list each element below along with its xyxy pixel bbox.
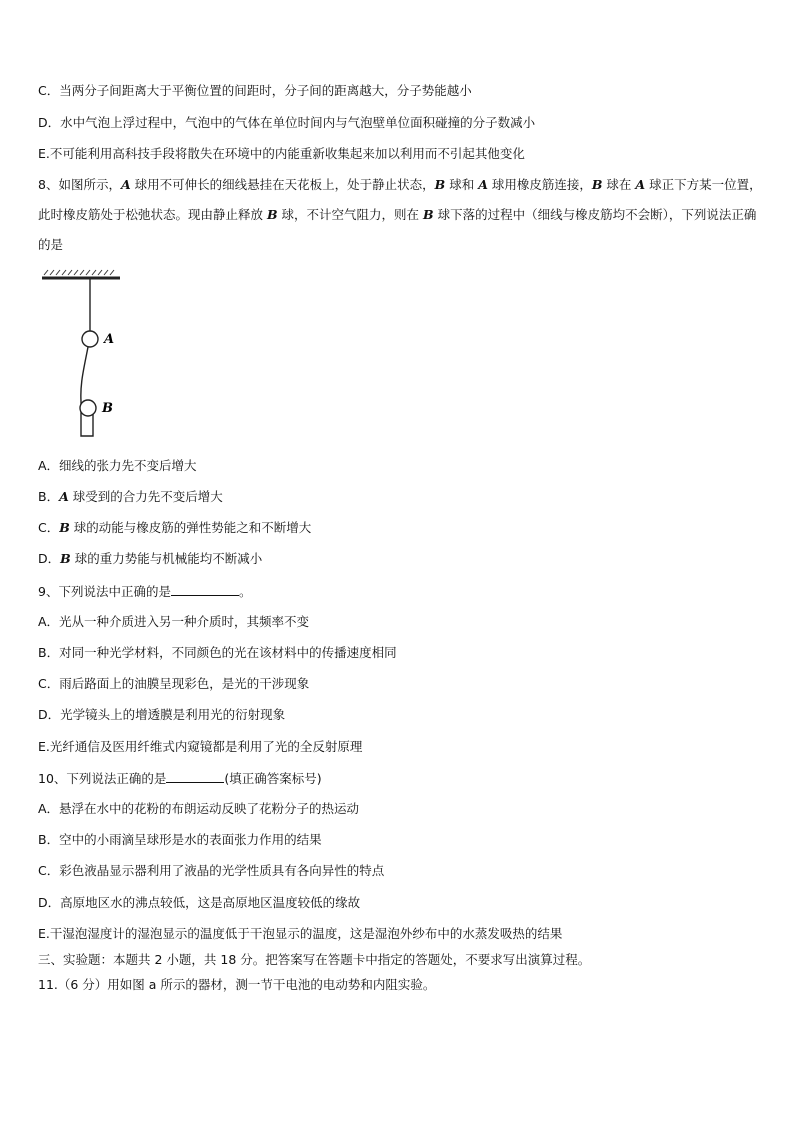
q8-option-a: A．细线的张力先不变后增大 [38,458,197,473]
q9-option-d: D．光学镜头上的增透膜是利用光的衍射现象 [38,707,286,722]
q9-option-e: E.光纤通信及医用纤维式内窥镜都是利用了光的全反射原理 [38,739,363,754]
figure-label-a: A [104,332,115,347]
q11-stem: 11.（6 分）用如图 a 所示的器材，测一节干电池的电动势和内阻实验。 [38,977,436,992]
answer-blank [166,770,224,783]
q8-option-b: B．A 球受到的合力先不变后增大 [38,489,223,504]
q8-option-d: D．B 球的重力势能与机械能均不断减小 [38,551,263,566]
q9-option-a: A．光从一种介质进入另一种介质时，其频率不变 [38,614,310,629]
pendulum-rubber-band-figure [38,268,138,448]
figure-label-b: B [102,401,113,416]
q9-option-c: C．雨后路面上的油膜呈现彩色，是光的干涉现象 [38,676,310,691]
q10-option-a: A．悬浮在水中的花粉的布朗运动反映了花粉分子的热运动 [38,801,360,816]
answer-blank [171,583,239,596]
q7-option-e: E.不可能利用高科技手段将散失在环境中的内能重新收集起来加以利用而不引起其他变化 [38,146,525,161]
section-3-heading: 三、实验题：本题共 2 小题，共 18 分。把答案写在答题卡中指定的答题处，不要求写出演算过程。 [38,952,591,967]
ceiling [42,270,120,278]
q10-option-c: C．彩色液晶显示器利用了液晶的光学性质具有各向异性的特点 [38,863,385,878]
ball-a [82,331,98,347]
q10-option-b: B．空中的小雨滴呈球形是水的表面张力作用的结果 [38,832,322,847]
q9-option-b: B．对同一种光学材料，不同颜色的光在该材料中的传播速度相同 [38,645,397,660]
ball-b [80,400,96,416]
q7-option-d: D．水中气泡上浮过程中，气泡中的气体在单位时间内与气泡壁单位面积碰撞的分子数减小 [38,115,536,130]
q8-stem: 8、如图所示，A 球用不可伸长的细线悬挂在天花板上，处于静止状态，B 球和 A 球用橡皮筋连接，B 球在 A 球正下方某一位置，此时橡皮筋处于松弛状态。现由静止释放 B 球，不计空气阻力，则在 B 球下落的过程中（细线与橡皮筋均不会断），下列说法正确的是 [38,177,762,252]
q8-option-c: C．B 球的动能与橡皮筋的弹性势能之和不断增大 [38,520,312,535]
q7-option-c: C．当两分子间距离大于平衡位置的间距时，分子间的距离越大，分子势能越小 [38,83,472,98]
q10-option-e: E.干湿泡湿度计的湿泡显示的温度低于干泡显示的温度，这是湿泡外纱布中的水蒸发吸热的结果 [38,926,563,941]
q10-option-d: D．高原地区水的沸点较低，这是高原地区温度较低的缘故 [38,895,361,910]
q9-stem: 9、下列说法中正确的是 。 [38,584,252,599]
rubber-band [81,347,93,436]
q10-stem: 10、下列说法正确的是 (填正确答案标号) [38,771,322,786]
